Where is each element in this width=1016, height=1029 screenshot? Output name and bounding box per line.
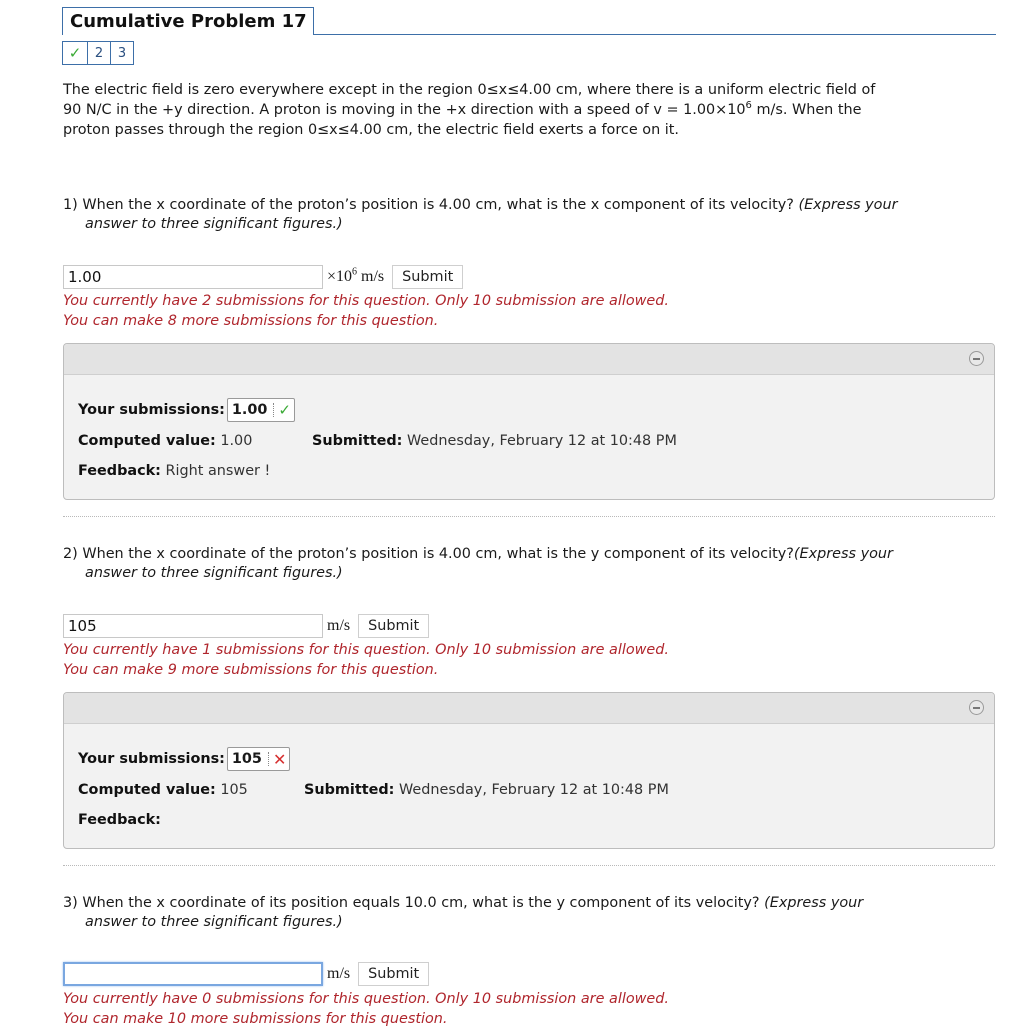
question-1-notice: You currently have 2 submissions for this question. Only 10 submission are allowed. You can make 8 more submissions for this question. bbox=[63, 293, 669, 329]
question-1-submission-panel: Your submissions: 1.00 ✓ Computed value: 1.00 Submitted: Wednesday, February 12 at 10:48 PM Feedback: Right answer ! bbox=[63, 343, 995, 500]
problem-title: Cumulative Problem 17 bbox=[62, 7, 314, 35]
problem-statement: The electric field is zero everywhere except in the region 0≤x≤4.00 cm, where there is a uniform electric field of 90 N/C in the +y direction. A proton is moving in the +x direction with a speed of $v = 1.00\times 10^6$ m/s. When the proton passes through the region 0≤x≤4.00 cm, the electric field exerts a force on it. bbox=[63, 82, 876, 138]
part-1-tab[interactable] bbox=[63, 42, 87, 64]
computed-value: 105 bbox=[220, 782, 248, 798]
question-1-answer-input[interactable] bbox=[63, 265, 323, 289]
question-2-text: 2) When the x coordinate of the proton’s position is 4.00 cm, what is the y component of its velocity?(Express your answer to three significant figures.) bbox=[63, 546, 893, 581]
check-icon: ✓ bbox=[68, 44, 82, 62]
section-divider bbox=[63, 516, 995, 517]
collapse-icon[interactable] bbox=[969, 351, 984, 366]
question-1-unit: $\times 10^6$ m/s bbox=[327, 266, 385, 285]
collapse-icon[interactable] bbox=[969, 700, 984, 715]
question-3-answer-input[interactable] bbox=[63, 962, 323, 986]
submitted-timestamp: Wednesday, February 12 at 10:48 PM bbox=[399, 782, 669, 798]
question-1-answer-row bbox=[63, 264, 463, 290]
question-3-notice: You currently have 0 submissions for this question. Only 10 submission are allowed. You can make 10 more submissions for this question. bbox=[63, 991, 669, 1027]
question-2-answer-input[interactable] bbox=[63, 614, 323, 638]
question-2-submit-button[interactable]: Submit bbox=[358, 614, 429, 638]
question-3-text: 3) When the x coordinate of its position equals 10.0 cm, what is the y component of its velocity? (Express your answer to three significant figures.) bbox=[63, 895, 864, 930]
check-icon: ✓ bbox=[278, 401, 291, 419]
question-2-submission-panel: Your submissions: 105 ✕ Computed value: 105 Submitted: Wednesday, February 12 at 10:48 PM Feedback: bbox=[63, 692, 995, 849]
part-navigation bbox=[62, 41, 134, 65]
submission-chip: 1.00 ✓ bbox=[227, 398, 295, 422]
submission-chip: 105 ✕ bbox=[227, 747, 290, 771]
part-2-tab[interactable]: 2 bbox=[87, 42, 110, 64]
submitted-timestamp: Wednesday, February 12 at 10:48 PM bbox=[407, 433, 677, 449]
question-3-answer-row bbox=[63, 961, 429, 987]
panel-header bbox=[64, 344, 994, 375]
part-3-tab[interactable]: 3 bbox=[110, 42, 133, 64]
cross-icon: ✕ bbox=[272, 749, 287, 769]
question-2-unit: m/s bbox=[327, 617, 351, 634]
computed-value: 1.00 bbox=[220, 433, 253, 449]
question-3-submit-button[interactable]: Submit bbox=[358, 962, 429, 986]
question-2-notice: You currently have 1 submissions for this question. Only 10 submission are allowed. You can make 9 more submissions for this question. bbox=[63, 642, 669, 678]
question-1-submit-button[interactable]: Submit bbox=[392, 265, 463, 289]
feedback-text: Right answer ! bbox=[165, 463, 271, 479]
question-1-text: 1) When the x coordinate of the proton’s position is 4.00 cm, what is the x component of its velocity? (Express your answer to three significant figures.) bbox=[63, 197, 898, 232]
question-3-unit: m/s bbox=[327, 965, 351, 982]
section-divider bbox=[63, 865, 995, 866]
question-2-answer-row bbox=[63, 613, 429, 639]
panel-header bbox=[64, 693, 994, 724]
